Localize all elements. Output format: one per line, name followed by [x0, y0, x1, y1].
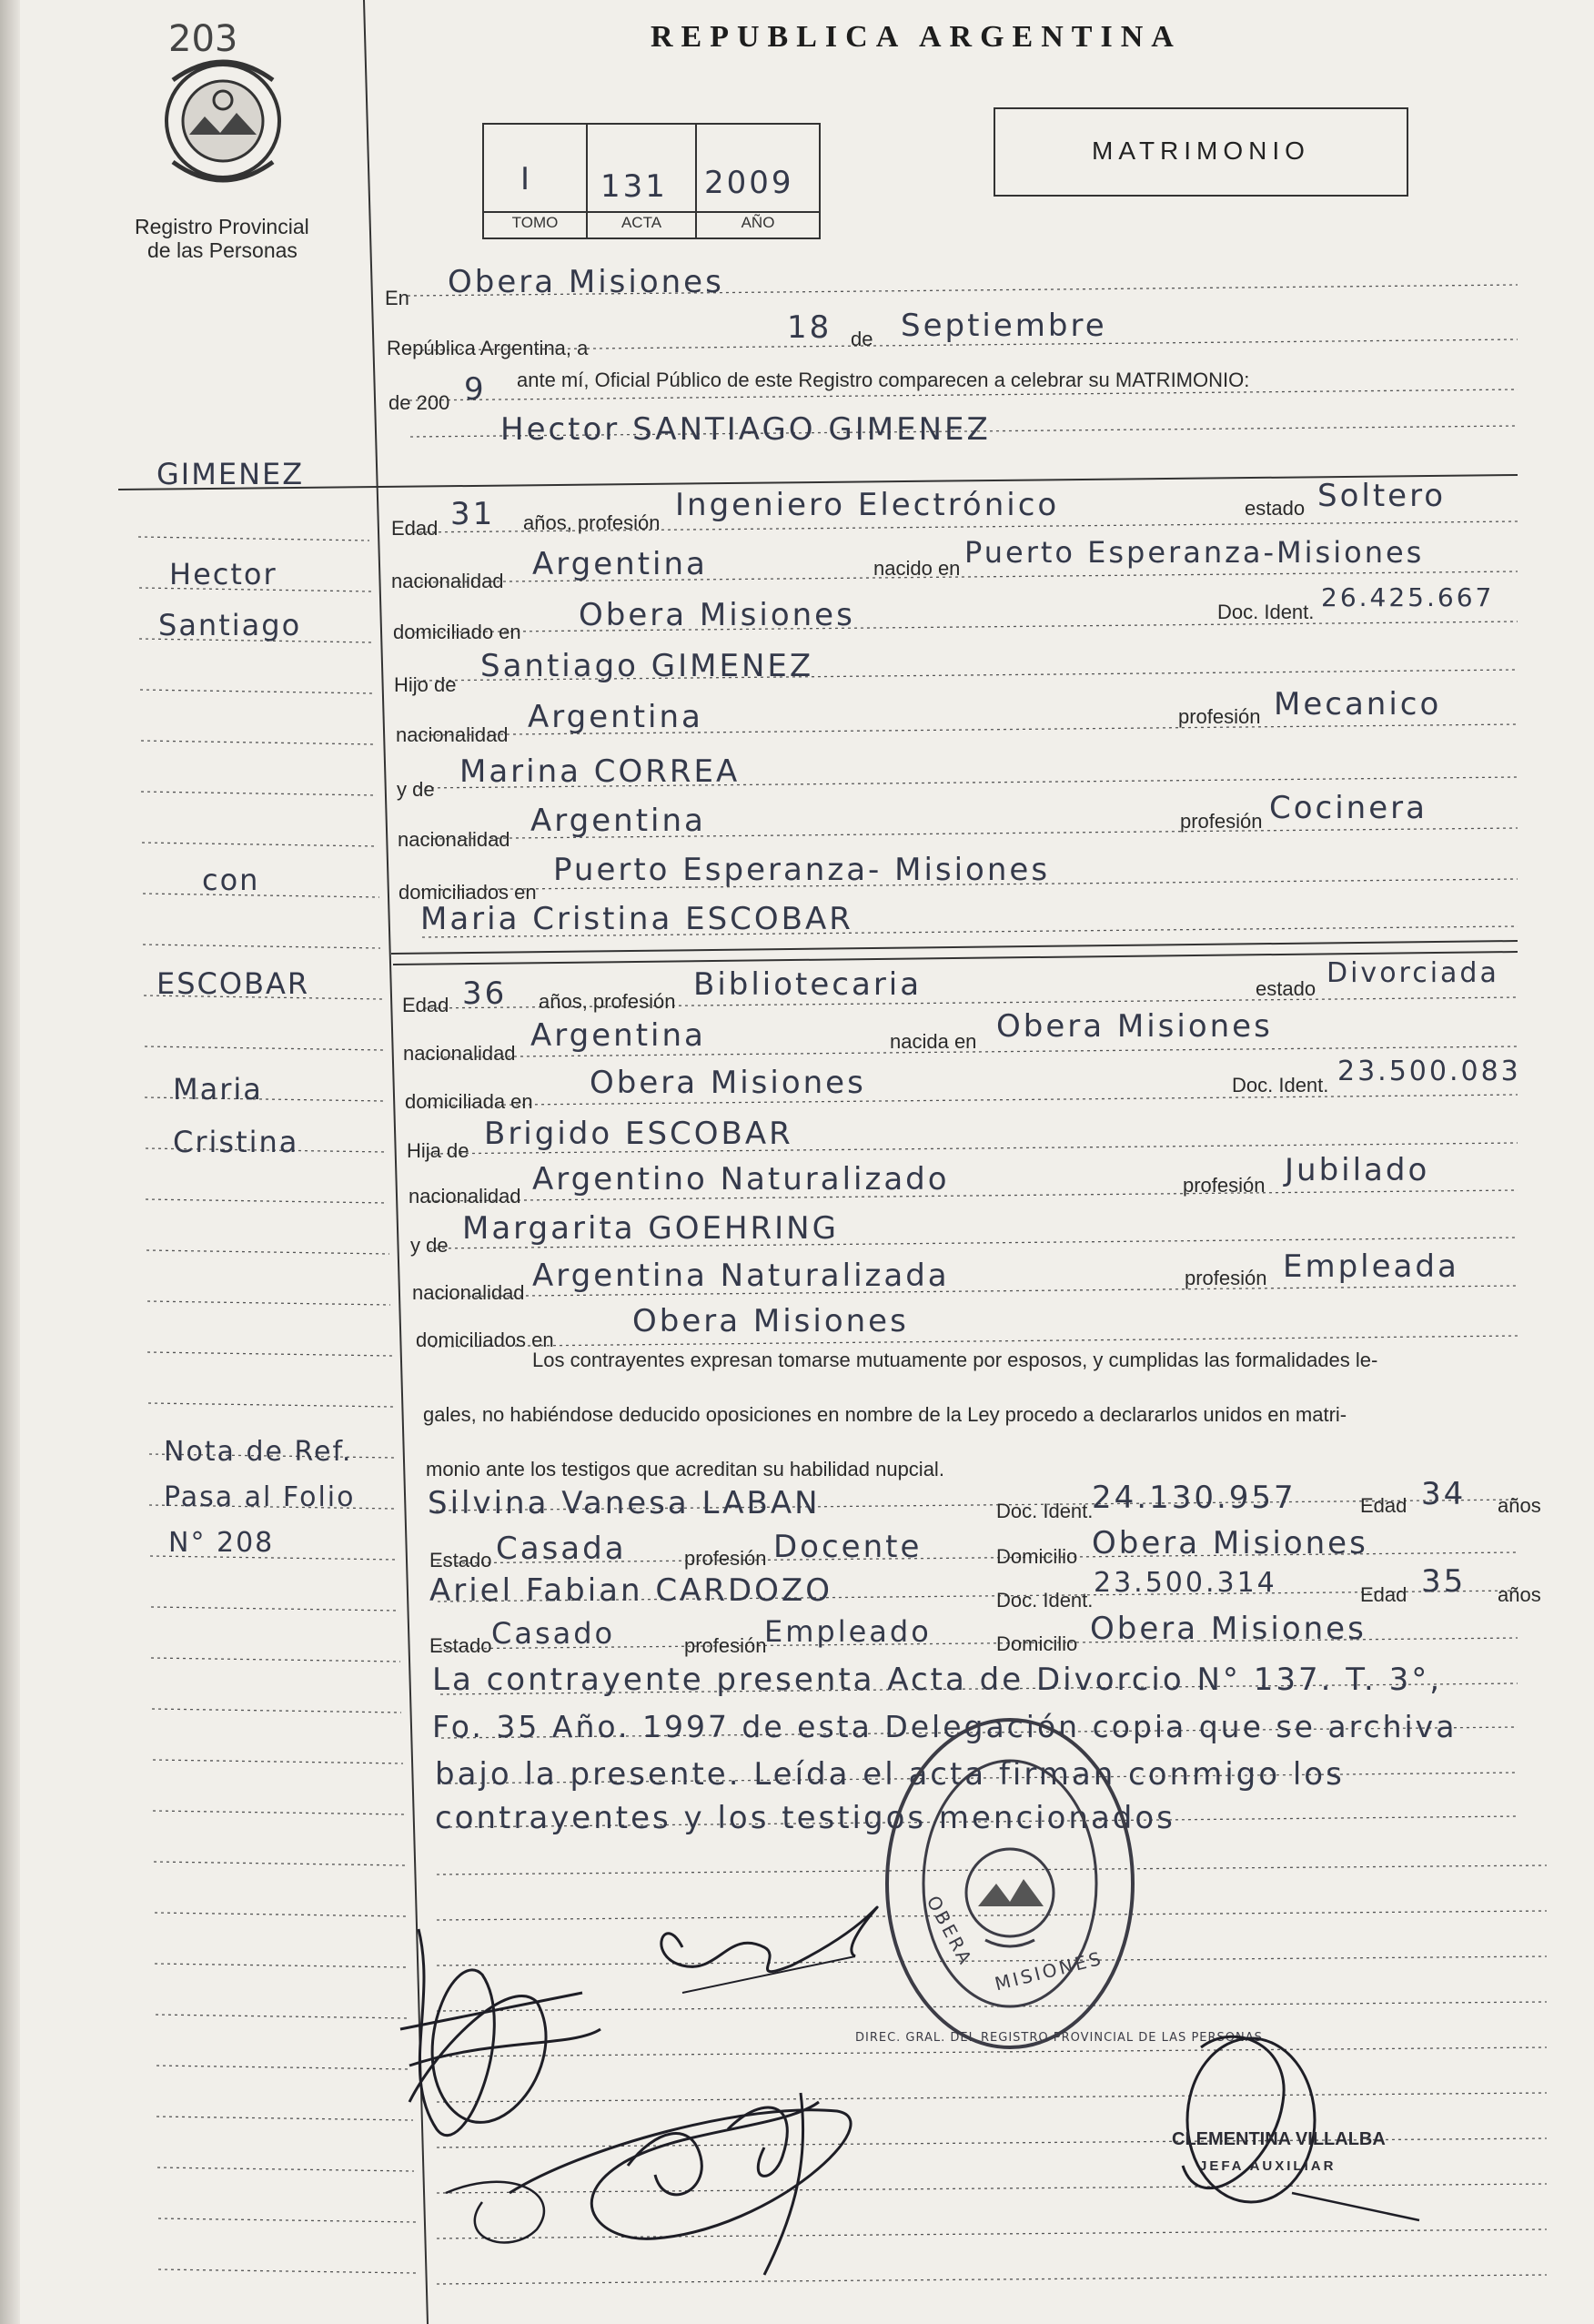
margin-dotted-rule [142, 843, 378, 846]
groom-madre-nac-label: nacionalidad [398, 828, 510, 851]
groom-edad: 31 [450, 496, 496, 532]
witness1-domicilio-label: Domicilio [996, 1545, 1078, 1568]
bride-nacida-label: nacida en [890, 1030, 977, 1053]
bride-yde-label: y de [410, 1234, 449, 1257]
margin-dotted-rule [156, 2015, 410, 2018]
official-name-stamp: CLEMENTINA VILLALBA [1172, 2129, 1386, 2149]
margin-dotted-rule [143, 894, 379, 897]
bride-domiciliados-label: domiciliados en [416, 1329, 554, 1351]
document-type-box [994, 107, 1408, 197]
groom-nacionalidad: Argentina [532, 546, 708, 582]
registry-name-line1: Registro Provincial [135, 215, 309, 238]
ano-value: 2009 [704, 165, 794, 201]
groom-padre-nac: Argentina [528, 699, 703, 735]
place: Obera Misiones [448, 264, 724, 300]
groom-estado-label: estado [1245, 497, 1306, 520]
witness2-edad: 35 [1421, 1563, 1467, 1600]
margin-dotted-rule [140, 690, 374, 693]
groom-nacido: Puerto Esperanza-Misiones [964, 535, 1425, 570]
groom-doc-label: Doc. Ident. [1217, 601, 1315, 623]
groom-madre-prof: Cocinera [1269, 790, 1428, 826]
en-label: En [385, 287, 409, 309]
groom-padres-dom: Puerto Esperanza- Misiones [553, 852, 1051, 888]
margin-surname2: ESCOBAR [156, 966, 310, 1001]
margin-note2: Pasa al Folio [164, 1481, 356, 1513]
groom-domicilio: Obera Misiones [579, 597, 855, 633]
bride-estado: Divorciada [1327, 957, 1499, 989]
bride-doc: 23.500.083 [1337, 1056, 1521, 1087]
bride-profesion: Bibliotecaria [693, 966, 923, 1003]
bride-edad-label: Edad [402, 994, 449, 1016]
record-id-box [482, 123, 821, 239]
margin-note3: N° 208 [168, 1527, 275, 1559]
ceremony-line2: gales, no habiéndose deducido oposiciones en nombre de la Ley procedo a declararlos unidos en matri- [423, 1403, 1347, 1426]
witness1-name: Silvina Vanesa LABAN [428, 1485, 821, 1521]
witness1-profesion-label: profesión [684, 1547, 767, 1570]
bride-domicilio: Obera Misiones [590, 1065, 866, 1101]
bride-padre-prof: Jubilado [1285, 1152, 1430, 1188]
ano-label: AÑO [741, 214, 775, 231]
stamp-center-misiones: MISIONES [992, 1946, 1105, 1996]
margin-dotted-rule [155, 1913, 408, 1916]
note-line3: bajo la presente. Leída el acta firman conmigo los [435, 1756, 1345, 1793]
note-line1: La contrayente presenta Acta de Divorcio N° 137. T. 3°, [432, 1662, 1443, 1698]
page-number: 203 [168, 18, 238, 60]
bride-estado-label: estado [1256, 977, 1317, 1000]
witness2-edad-label: Edad [1360, 1583, 1407, 1606]
bride-edad: 36 [462, 975, 508, 1012]
groom-domicilio-label: domiciliado en [393, 621, 521, 643]
groom-full-name: Hector SANTIAGO GIMENEZ [500, 411, 991, 448]
document-type: MATRIMONIO [1092, 136, 1310, 165]
margin-dotted-rule [153, 1760, 403, 1763]
witness2-name: Ariel Fabian CARDOZO [429, 1572, 832, 1609]
margin-dotted-rule [141, 792, 377, 795]
provincial-seal-logo [155, 53, 291, 189]
groom-nacido-label: nacido en [873, 557, 961, 580]
witness2-anos-label: años [1498, 1583, 1541, 1606]
margin-dotted-rule [146, 1250, 389, 1254]
margin-dotted-rule [138, 537, 369, 541]
witness2-domicilio-label: Domicilio [996, 1632, 1078, 1655]
groom-padre-prof-label: profesión [1178, 705, 1261, 728]
groom-hijo-label: Hijo de [394, 673, 457, 696]
witness2-domicilio: Obera Misiones [1090, 1611, 1367, 1647]
bride-nacionalidad: Argentina [530, 1017, 706, 1054]
groom-madre-nac: Argentina [530, 803, 706, 839]
note-line2: Fo. 35 Año. 1997 de esta Delegación copia que se archiva [432, 1709, 1458, 1744]
tomo-value: I [520, 161, 533, 197]
groom-anos-profesion-label: años, profesión [523, 511, 661, 534]
witness1-anos-label: años [1498, 1494, 1541, 1517]
margin-dotted-rule [141, 741, 375, 744]
bride-nacionalidad-label: nacionalidad [403, 1042, 516, 1065]
groom-madre: Marina CORREA [459, 753, 741, 790]
margin-note1: Nota de Ref. [164, 1436, 353, 1468]
margin-dotted-rule [151, 1658, 400, 1662]
year-suffix: 9 [464, 371, 487, 408]
margin-dotted-rule [156, 2066, 411, 2069]
groom-estado: Soltero [1317, 478, 1447, 514]
republica-label: República Argentina, a [387, 337, 589, 359]
margin-dotted-rule [153, 1811, 405, 1814]
stamp-ring-text: DIREC. GRAL. DEL REGISTRO PROVINCIAL DE LAS PERSONAS [855, 2031, 1263, 2045]
dotted-rule [432, 1336, 1518, 1347]
margin-dotted-rule [145, 1046, 384, 1050]
day: 18 [787, 309, 832, 346]
bride-madre: Margarita GOEHRING [462, 1210, 839, 1247]
groom-yde-label: y de [397, 778, 435, 801]
witness1-edad-label: Edad [1360, 1494, 1407, 1517]
bride-padre-nac-label: nacionalidad [409, 1185, 521, 1207]
witness2-profesion-label: profesión [684, 1634, 767, 1657]
margin-name1a: Hector [169, 557, 277, 591]
margin-dotted-rule [143, 945, 380, 948]
margin-dotted-rule [155, 1964, 409, 1967]
witness2-doc-label: Doc. Ident. [996, 1589, 1094, 1612]
ceremony-line1: Los contrayentes expresan tomarse mutuamente por esposos, y cumplidas las formalidades le- [532, 1349, 1378, 1371]
stamp-center-obera: OBERA [922, 1892, 978, 1970]
margin-dotted-rule [146, 1199, 388, 1203]
groom-padre: Santiago GIMENEZ [480, 648, 814, 684]
margin-dotted-rule [147, 1352, 392, 1356]
groom-domiciliados-label: domiciliados en [398, 881, 537, 904]
bride-domicilio-label: domiciliada en [405, 1090, 533, 1113]
margin-dotted-rule [152, 1709, 401, 1713]
groom-profesion: Ingeniero Electrónico [675, 487, 1060, 523]
margin-dotted-rule [147, 1301, 390, 1305]
witness2-estado: Casado [491, 1616, 616, 1651]
tomo-label: TOMO [511, 214, 559, 231]
bride-nacida: Obera Misiones [996, 1008, 1273, 1045]
margin-name2a: Maria [173, 1072, 263, 1106]
margin-con: con [202, 863, 260, 897]
official-title-stamp: JEFA AUXILIAR [1199, 2158, 1337, 2174]
witness2-estado-label: Estado [429, 1634, 492, 1657]
witness1-doc-label: Doc. Ident. [996, 1500, 1094, 1522]
groom-padre-prof: Mecanico [1274, 686, 1442, 722]
witness1-domicilio: Obera Misiones [1092, 1525, 1368, 1561]
witness1-edad: 34 [1421, 1476, 1467, 1512]
ceremony-line3: monio ante los testigos que acreditan su habilidad nupcial. [426, 1458, 944, 1480]
bride-madre-prof: Empleada [1283, 1248, 1459, 1285]
country-title: REPUBLICA ARGENTINA [651, 20, 1182, 54]
bride-madre-nac: Argentina Naturalizada [532, 1258, 950, 1294]
groom-doc: 26.425.667 [1321, 582, 1495, 612]
witness1-doc: 24.130.957 [1092, 1480, 1296, 1516]
year-prefix: de 200 [388, 391, 450, 414]
bride-doc-label: Doc. Ident. [1232, 1074, 1329, 1096]
bride-padres-dom: Obera Misiones [632, 1303, 909, 1339]
bride-full-name: Maria Cristina ESCOBAR [420, 901, 853, 937]
groom-nacionalidad-label: nacionalidad [391, 570, 504, 592]
margin-dotted-rule [156, 2117, 413, 2120]
groom-madre-prof-label: profesión [1180, 810, 1263, 833]
oficial-text: ante mí, Oficial Público de este Registro comparecen a celebrar su MATRIMONIO: [517, 369, 1250, 391]
groom-padre-nac-label: nacionalidad [396, 723, 509, 746]
margin-dotted-rule [158, 2269, 417, 2273]
bride-padre-prof-label: profesión [1183, 1174, 1266, 1197]
signatures [382, 1893, 1456, 2320]
margin-dotted-rule [157, 2167, 414, 2171]
bride-madre-prof-label: profesión [1185, 1267, 1267, 1289]
witness1-estado-label: Estado [429, 1549, 492, 1571]
witness2-profesion: Empleado [764, 1614, 932, 1649]
margin-surname1: GIMENEZ [156, 457, 305, 491]
margin-dotted-rule [148, 1403, 393, 1407]
bride-padre-nac: Argentino Naturalizado [532, 1161, 950, 1197]
registry-name-line2: de las Personas [147, 238, 298, 262]
margin-dotted-rule [158, 2218, 416, 2222]
bride-anos-profesion-label: años, profesión [539, 990, 676, 1013]
bride-padre: Brigido ESCOBAR [484, 1116, 793, 1152]
margin-dotted-rule [151, 1607, 398, 1611]
groom-edad-label: Edad [391, 517, 439, 540]
month: Septiembre [901, 308, 1107, 344]
margin-name2b: Cristina [173, 1125, 299, 1159]
bride-hija-label: Hija de [407, 1139, 469, 1162]
margin-dotted-rule [154, 1862, 406, 1865]
witness2-doc: 23.500.314 [1094, 1567, 1277, 1599]
acta-label: ACTA [620, 214, 662, 231]
margin-name1b: Santiago [158, 608, 302, 642]
de-label: de [851, 328, 873, 350]
bride-madre-nac-label: nacionalidad [412, 1281, 525, 1304]
witness1-profesion: Docente [773, 1529, 923, 1565]
witness1-estado: Casada [496, 1531, 627, 1567]
acta-value: 131 [600, 168, 668, 205]
note-line4: contrayentes y los testigos mencionados [435, 1800, 1175, 1836]
